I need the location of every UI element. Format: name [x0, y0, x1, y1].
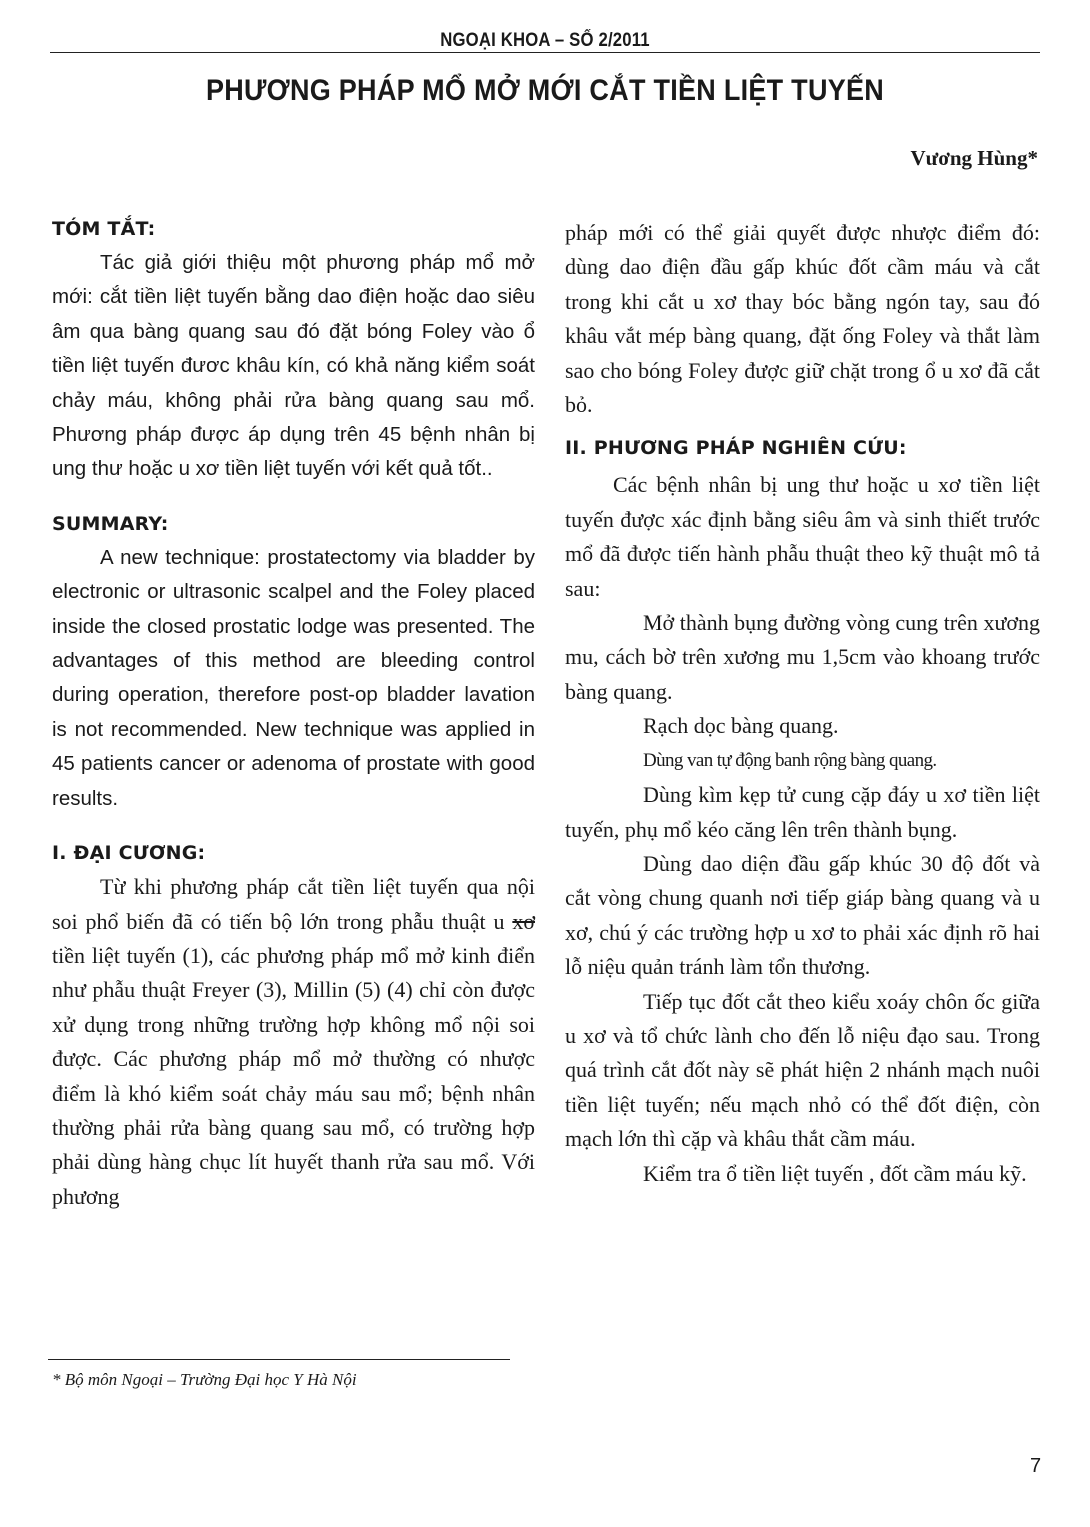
abstract-text: Tác giả giới thiệu một phương pháp mổ mở mới: cắt tiền liệt tuyến bằng dao điện hoặc dao siêu âm qua bàng quang sau đó đặt bóng Foley vào ổ tiền liệt tuyến đươc khâu kín, có khả năng kiểm soát chảy máu, không phải rửa bàng quang sau mổ. Phương pháp được áp dụng trên 45 bệnh nhân bị ung thư hoặc u xơ tiền liệt tuyến với kết quả tốt.. [52, 251, 535, 481]
methods-paragraph: Rạch dọc bàng quang. [643, 713, 839, 739]
left-column [52, 212, 535, 1214]
methods-paragraph: Mở thành bụng đường vòng cung trên xương mu, cách bờ trên xương mu 1,5cm vào khoang trước bàng quang. [565, 610, 1040, 704]
section1-text-part1: Từ khi phương pháp cắt tiền liệt tuyến qua nội soi phổ biến đã có tiến bộ lớn trong phẫu thuật u [52, 874, 535, 934]
section1-text-part2: tiền liệt tuyến (1), các phương pháp mổ mở kinh điển như phẫu thuật Freyer (3), Millin (5) (4) chỉ còn được xử dụng trong những trường hợp không mổ nội soi được. Các phương pháp mổ mở thường có nhược điểm là khó kiểm soát chảy máu sau mổ; bệnh nhân thường phải rửa bàng quang sau mổ, có trường hợp phải dùng hàng chục lít huyết thanh rửa sau mổ. Với phương [52, 942, 535, 1209]
footnote-affiliation: * Bộ môn Ngoại – Trường Đại học Y Hà Nội [52, 1370, 357, 1389]
abstract-vietnamese [52, 212, 535, 487]
journal-header: NGOẠI KHOA – SỐ 2/2011 [440, 30, 650, 51]
summary-heading: SUMMARY: [52, 512, 169, 535]
footnote-rule [48, 1359, 510, 1360]
author: Vương Hùng* [910, 146, 1038, 170]
methods-paragraph: Dùng van tự động banh rộng bàng quang. [643, 749, 937, 771]
methods-paragraph: Kiểm tra ổ tiền liệt tuyến , đốt cầm máu kỹ. [643, 1160, 1027, 1186]
section1-continuation: pháp mới có thể giải quyết được nhược điểm đó: dùng dao điện đầu gấp khúc đốt cầm máu và cắt trong khi cắt u xơ thay bóc bằng ngón tay, sau đó khâu vắt mép bàng quang, đặt ống Foley và thắt làm sao cho bóng Foley được giữ chặt trong ổ u xơ đã cắt bỏ. [565, 220, 1040, 418]
methods-paragraph: Dùng dao diện đầu gấp khúc 30 độ đốt và cắt vòng chung quanh nơi tiếp giáp bàng quang và u xơ, chú ý các trường hợp u xơ to phải xác định rõ hai lỗ niệu quản tránh làm tổn thương. [565, 850, 1040, 980]
methods-paragraph: Các bệnh nhân bị ung thư hoặc u xơ tiền liệt tuyến được xác định bằng siêu âm và sinh thiết trước mổ đã được tiến hành phẫu thuật theo kỹ thuật mô tả sau: [565, 472, 1040, 601]
summary-text: A new technique: prostatectomy via bladder by electronic or ultrasonic scalpel and the Foley placed inside the closed prostatic lodge was presented. The advantages of this method are bleeding control during operation, therefore post-op bladder lavation is not recommended. New technique was applied in 45 patients cancer or adenoma of prostate with good results. [52, 545, 535, 810]
article-title: PHƯƠNG PHÁP MỔ MỞ MỚI CẮT TIỀN LIỆT TUYẾN [205, 74, 885, 107]
abstract-heading: TÓM TẮT: [52, 218, 156, 240]
section-introduction [52, 836, 535, 1214]
right-column [565, 216, 1040, 1191]
section-methods [565, 428, 1040, 1191]
header-rule [50, 52, 1040, 53]
summary-english [52, 507, 535, 816]
page-number: 7 [1030, 1455, 1042, 1477]
section1-heading: I. ĐẠI CƯƠNG: [52, 842, 206, 865]
methods-paragraph: Tiếp tục đốt cắt theo kiểu xoáy chôn ốc giữa u xơ và tổ chức lành cho đến lỗ niệu đạo sau. Trong quá trình cắt đốt này sẽ phát hiện 2 nhánh mạch nuôi tiền liệt tuyến; nếu mạch nhỏ có thể đốt điện, còn mạch lớn thì cặp và khâu thắt cầm máu. [565, 988, 1040, 1152]
methods-paragraph: Dùng kìm kẹp tử cung cặp đáy u xơ tiền liệt tuyến, phụ mổ kéo căng lên trên thành bụng. [565, 782, 1040, 842]
section2-heading: II. PHƯƠNG PHÁP NGHIÊN CỨU: [565, 437, 907, 460]
section1-text [52, 870, 535, 1214]
struck-word: xơ [512, 908, 535, 934]
